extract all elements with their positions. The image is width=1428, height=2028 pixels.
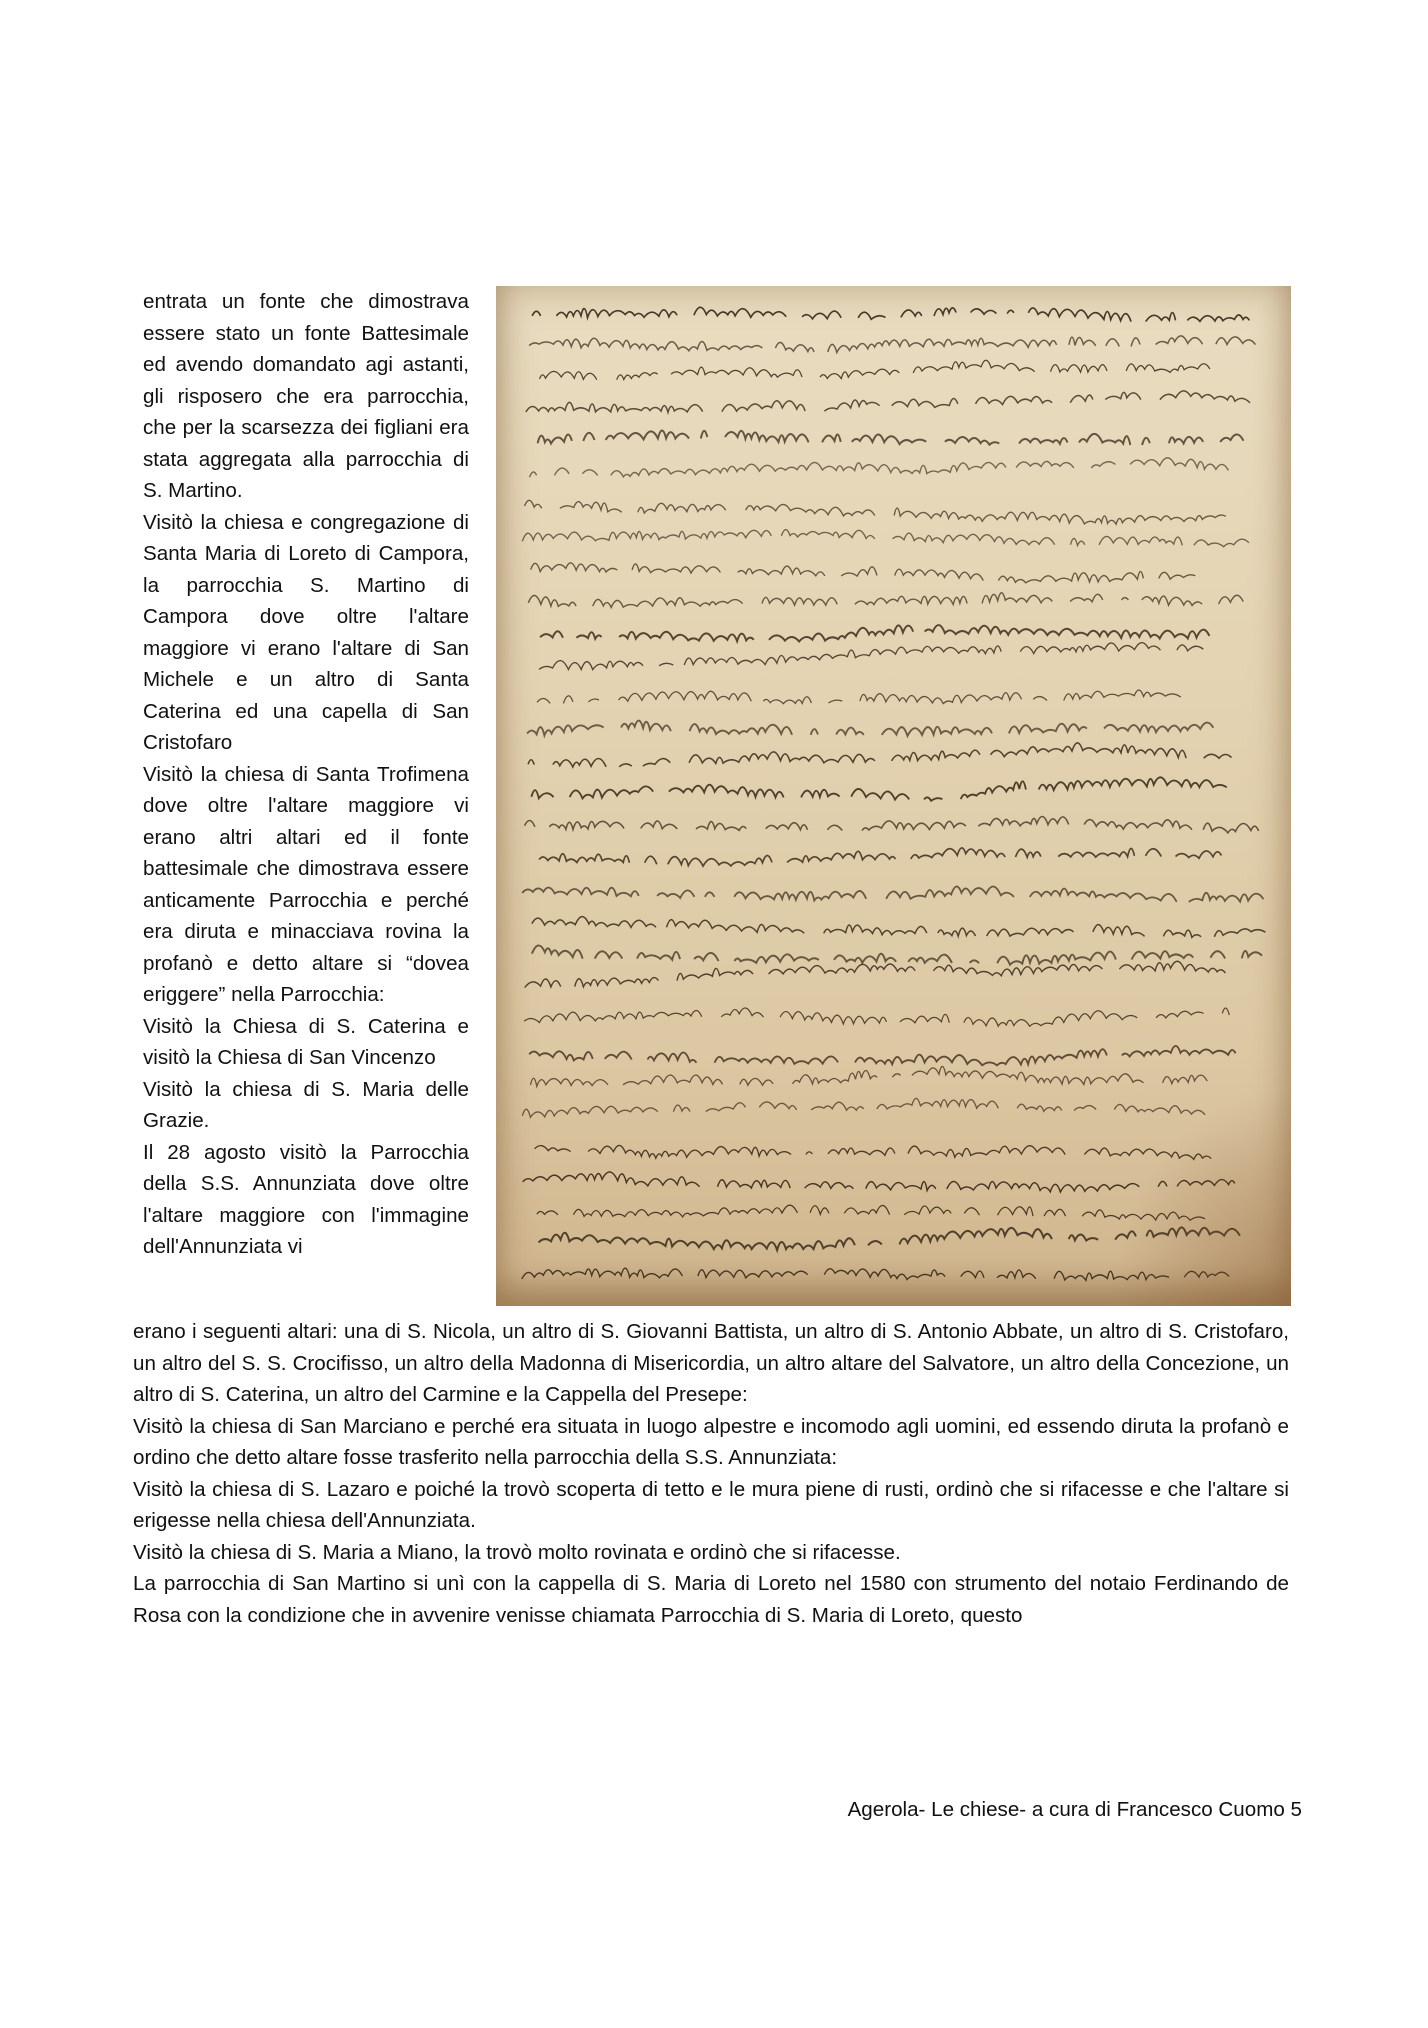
handwriting-line [526,391,1250,413]
handwriting-line [531,777,1226,800]
handwriting-line [540,625,1209,641]
handwriting-line [537,690,1191,704]
handwriting-line [530,458,1229,477]
handwriting-line [535,1145,1212,1159]
handwriting-line [532,307,1249,321]
handwriting-line [529,1046,1235,1066]
handwriting-line [522,886,1263,901]
handwriting-line [522,530,1249,547]
manuscript-stain [1111,1086,1291,1306]
handwriting-line [531,563,1208,583]
paragraph: Il 28 agosto visitò la Parrocchia della S.S. Annunziata dove oltre l'altare maggiore con l'immagine dell'Annunziata vi [143,1140,469,1258]
handwriting-line [524,1008,1229,1026]
handwriting-line [539,848,1221,866]
handwriting-line [525,817,1259,833]
handwriting-line [522,1098,1205,1117]
handwriting-line [525,961,1237,987]
paragraph: Visitò la Chiesa di S. Caterina e visitò la Chiesa di San Vincenzo [143,1014,469,1069]
handwriting-line [539,643,1215,670]
handwriting-line [537,1205,1205,1220]
handwriting-line [532,945,1262,964]
paragraph: La parrocchia di San Martino si unì con la cappella di S. Maria di Loreto nel 1580 con strumento del notaio Ferdinando de Rosa con la condizione che in avvenire venisse chiamata Parrocchia di S. Maria di Loreto, questo [133,1572,1289,1627]
handwriting-line [528,743,1231,767]
handwriting-line [538,430,1244,445]
handwriting-line [525,500,1226,524]
handwriting-line [532,917,1266,938]
paragraph: Visitò la chiesa di S. Maria delle Grazie. [143,1077,469,1132]
full-width-text [133,1316,1289,1631]
page-footer: Agerola- Le chiese- a cura di Francesco Cuomo 5 [847,1798,1302,1821]
handwriting-line [527,721,1213,736]
handwriting-line [540,360,1210,379]
paragraph: Visitò la chiesa di S. Lazaro e poiché la trovò scoperta di tetto e le mura piene di rusti, ordinò che si rifacesse e che l'altare si erigesse nella chiesa dell'Annunziata. [133,1477,1289,1532]
paragraph: Visitò la chiesa di Santa Trofimena dove oltre l'altare maggiore vi erano altri altari ed il fonte battesimale che dimostrava essere anticamente Parrocchia e perché era diruta e minacciava rovina la profanò e detto altare si “dovea eriggere” nella Parrocchia: [143,762,469,1006]
paragraph: Visitò la chiesa di S. Maria a Miano, la trovò molto rovinata e ordinò che si rifacesse. [133,1540,901,1564]
paragraph: Visitò la chiesa di San Marciano e perché era situata in luogo alpestre e incomodo agli uomini, ed essendo diruta la profanò e ordino che detto altare fosse trasferito nella parrocchia della S.S. Annunziata: [133,1414,1289,1469]
handwriting-line [531,1066,1208,1086]
paragraph: entrata un fonte che dimostrava essere stato un fonte Battesimale ed avendo domandato agi astanti, gli risposero che era parrocchia, che per la scarsezza dei figliani era stata aggregata alla parrocchia di S. Martino. [143,290,469,502]
manuscript-image [496,286,1291,1306]
handwriting-line [528,593,1243,608]
paragraph: Visitò la chiesa e congregazione di Santa Maria di Loreto di Campora, la parrocchia S. Martino di Campora dove oltre l'altare maggiore vi erano l'altare di San Michele e un altro di Santa Caterina ed una capella di San Cristofaro [143,510,469,754]
handwriting-line [529,336,1255,353]
paragraph: erano i seguenti altari: una di S. Nicola, un altro di S. Giovanni Battista, un altro di S. Antonio Abbate, un altro di S. Cristofaro, un altro del S. S. Crocifisso, un altro della Madonna di Misericordia, un altro altare del Salvatore, un altro della Concezione, un altro di S. Caterina, un altro del Carmine e la Cappella del Presepe: [133,1320,1289,1406]
left-text-column [143,286,469,1263]
